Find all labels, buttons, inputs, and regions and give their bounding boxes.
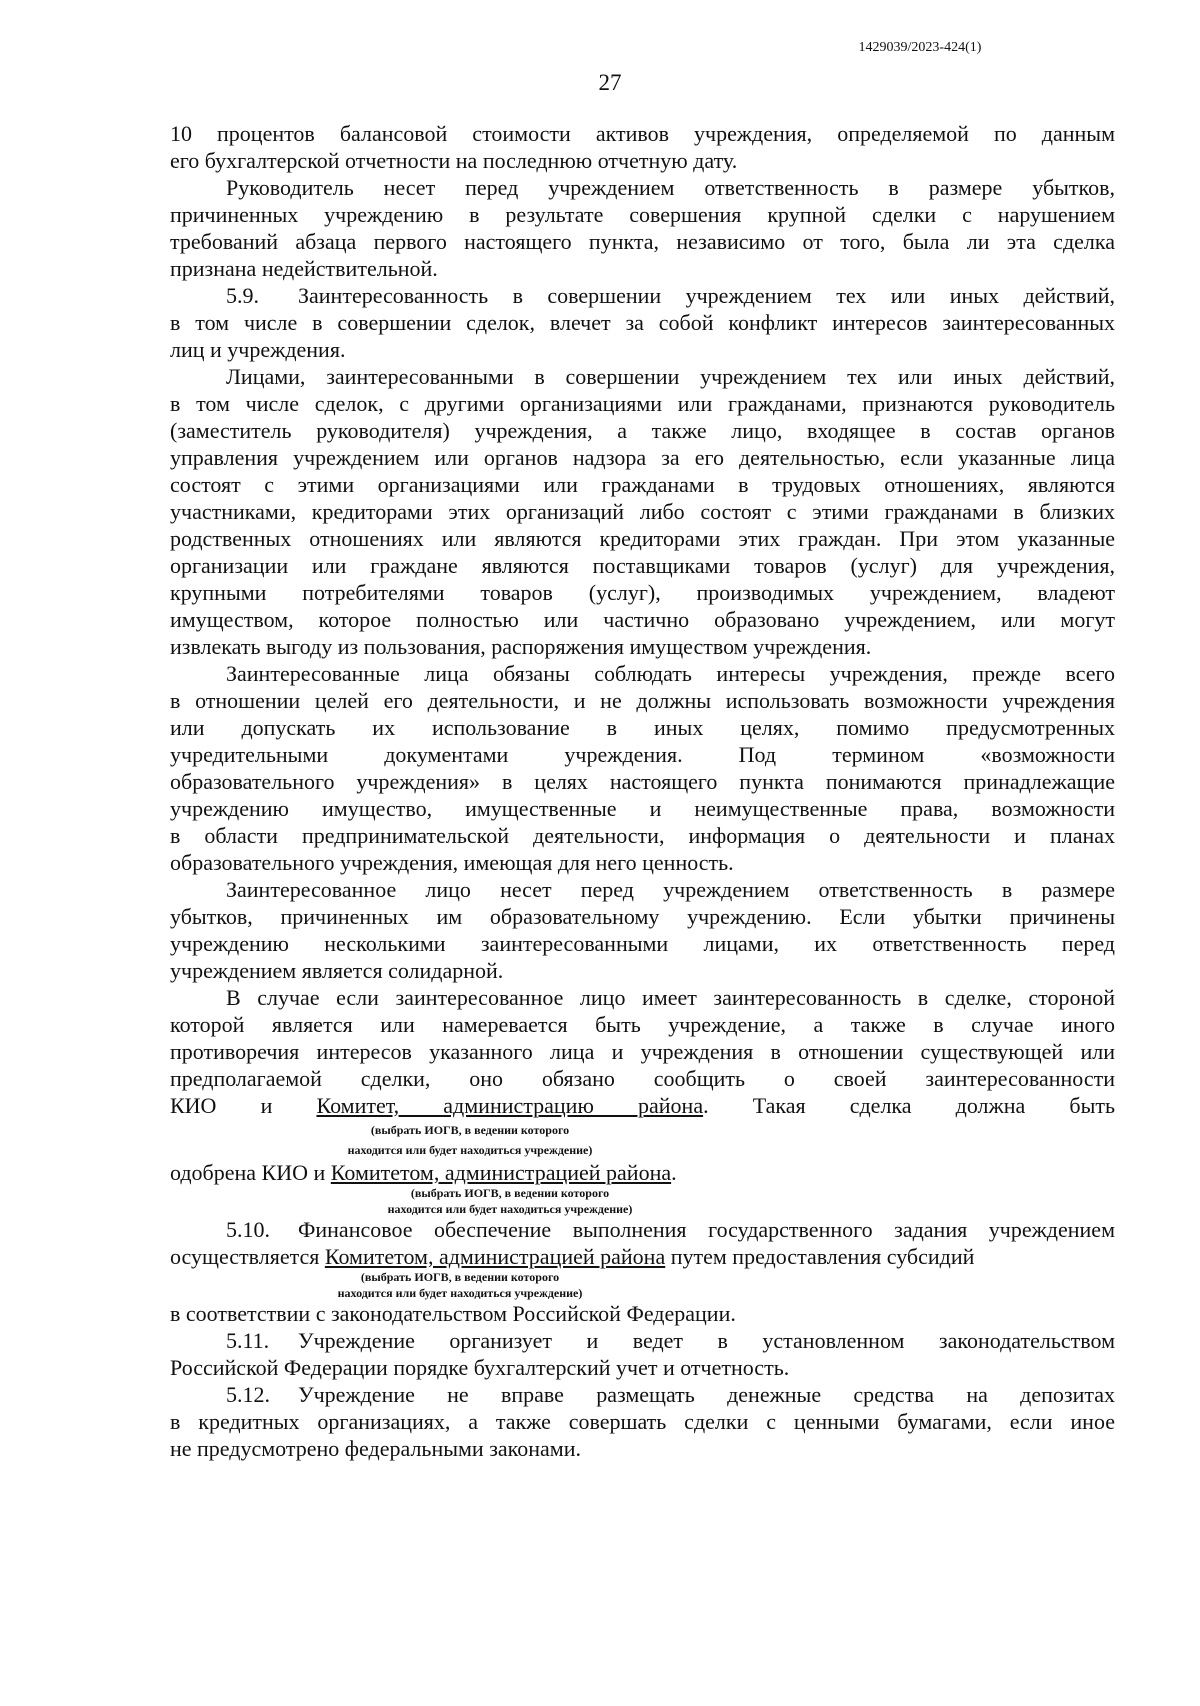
text-line-with-placeholder [170, 1159, 1115, 1186]
text-line: в отношении целей его деятельности, и не должны использовать возможности учреждения [170, 688, 1115, 713]
placeholder-note [170, 1119, 620, 1157]
text-line: убытков, причиненных им образовательному учреждению. Если убытки причинены [170, 904, 1115, 929]
text-line: признана недействительной. [170, 256, 438, 281]
clause-number: 5.10. [226, 1217, 270, 1242]
text-line: Российской Федерации порядке бухгалтерский учет и отчетность. [170, 1355, 790, 1380]
text-line: имуществом, которое полностью или частично образовано учреждением, или могут [170, 607, 1115, 632]
note-line: (выбрать ИОГВ, в ведении которого [360, 1270, 560, 1284]
clause-number: 5.9. [226, 283, 259, 308]
text-line: в области предпринимательской деятельности, информация о деятельности и планах [170, 823, 1115, 848]
text-fragment: путем предоставления субсидий [665, 1244, 975, 1269]
text-line: в соответствии с законодательством Российской Федерации. [170, 1301, 736, 1326]
text-line: учредительными документами учреждения. Под термином «возможности [170, 742, 1115, 767]
text-fragment: КИО [170, 1093, 217, 1118]
note-line: (выбрать ИОГВ, в ведении которого [370, 1123, 570, 1137]
clause-5-9 [170, 282, 1115, 309]
text-line: которой является или намеревается быть учреждение, а также в случае иного [170, 1012, 1115, 1037]
text-line: предполагаемой сделки, оно обязано сообщить о своей заинтересованности [170, 1066, 1115, 1091]
text-line: учреждением является солидарной. [170, 958, 504, 983]
text-line: состоят с этими организациями или гражданами в трудовых отношениях, являются [170, 472, 1115, 497]
text-fragment: одобрена КИО и [170, 1160, 331, 1185]
text-line: В случае если заинтересованное лицо имеет заинтересованность в сделке, стороной [226, 985, 1115, 1010]
clause-text: Заинтересованность в совершении учреждением тех или иных действий, [298, 283, 1115, 308]
document-number: 1429039/2023-424(1) [858, 40, 982, 55]
text-line: Заинтересованные лица обязаны соблюдать интересы учреждения, прежде всего [226, 661, 1115, 686]
text-line: требований абзаца первого настоящего пункта, независимо от того, была ли эта сделка [170, 229, 1115, 254]
clause-text: Финансовое обеспечение выполнения государственного задания учреждением [298, 1217, 1115, 1242]
text-fragment: . [671, 1160, 677, 1185]
note-line: находится или будет находиться учреждение) [347, 1143, 593, 1157]
text-line: не предусмотрено федеральными законами. [170, 1436, 581, 1461]
text-line: родственных отношениях или являются кредиторами этих граждан. При этом указанные [170, 526, 1115, 551]
text-line: учреждению имущество, имущественные и неимущественные права, возможности [170, 796, 1115, 821]
clause-text: Учреждение не вправе размещать денежные средства на депозитах [298, 1382, 1115, 1407]
text-line: извлекать выгоду из пользования, распоряжения имуществом учреждения. [170, 634, 872, 659]
text-fragment: осуществляется [170, 1244, 325, 1269]
text-line: противоречия интересов указанного лица и учреждения в отношении существующей или [170, 1039, 1115, 1064]
text-line: Лицами, заинтересованными в совершении учреждением тех или иных действий, [226, 364, 1115, 389]
placeholder-field: Комитет, администрацию района [316, 1093, 704, 1118]
text-line: в том числе сделок, с другими организациями или гражданами, признаются руководитель [170, 391, 1115, 416]
text-line: участниками, кредиторами этих организаций либо состоят с этими гражданами в близких [170, 499, 1115, 524]
placeholder-field: Комитетом, администрацией района [324, 1244, 666, 1269]
note-line: находится или будет находиться учреждение) [337, 1286, 583, 1300]
clause-number: 5.11. [226, 1328, 270, 1353]
page-number: 27 [598, 70, 622, 95]
placeholder-field: Комитетом, администрацией района [330, 1160, 672, 1185]
text-fragment: и [260, 1093, 273, 1118]
text-line: причиненных учреждению в результате совершения крупной сделки с нарушением [170, 202, 1115, 227]
text-line: управления учреждением или органов надзора за его деятельностью, если указанные лица [170, 445, 1115, 470]
clause-5-11 [170, 1327, 1115, 1354]
text-line: Руководитель несет перед учреждением ответственность в размере убытков, [226, 175, 1115, 200]
text-line: образовательного учреждения, имеющая для него ценность. [170, 850, 734, 875]
text-line-with-placeholder [170, 1243, 1115, 1270]
text-line: образовательного учреждения» в целях настоящего пункта понимаются принадлежащие [170, 769, 1115, 794]
document-body [170, 120, 1115, 1462]
placeholder-note [170, 1186, 660, 1216]
text-line: крупными потребителями товаров (услуг), производимых учреждением, владеют [170, 580, 1115, 605]
clause-5-12 [170, 1381, 1115, 1408]
text-line: Заинтересованное лицо несет перед учреждением ответственность в размере [226, 877, 1115, 902]
text-fragment: . Такая сделка должна быть [703, 1093, 1116, 1118]
text-line: или допускать их использование в иных целях, помимо предусмотренных [170, 715, 1115, 740]
text-line: лиц и учреждения. [170, 337, 346, 362]
text-line: 10 процентов балансовой стоимости активов учреждения, определяемой по данным [170, 121, 1115, 146]
text-line: в том числе в совершении сделок, влечет за собой конфликт интересов заинтересованных [170, 310, 1115, 335]
text-line: в кредитных организациях, а также совершать сделки с ценными бумагами, если иное [170, 1409, 1115, 1434]
text-line: его бухгалтерской отчетности на последнюю отчетную дату. [170, 148, 738, 173]
clause-text: Учреждение организует и ведет в установленном законодательством [298, 1328, 1115, 1353]
text-line: учреждению несколькими заинтересованными лицами, их ответственность перед [170, 931, 1115, 956]
clause-number: 5.12. [226, 1382, 270, 1407]
text-line: организации или граждане являются поставщиками товаров (услуг) для учреждения, [170, 553, 1115, 578]
note-line: (выбрать ИОГВ, в ведении которого [410, 1186, 610, 1200]
placeholder-note [170, 1270, 610, 1300]
text-line: (заместитель руководителя) учреждения, а также лицо, входящее в состав органов [170, 418, 1115, 443]
text-line-with-placeholder [170, 1092, 1115, 1119]
clause-5-10 [170, 1216, 1115, 1243]
note-line: находится или будет находиться учреждение) [387, 1202, 633, 1216]
